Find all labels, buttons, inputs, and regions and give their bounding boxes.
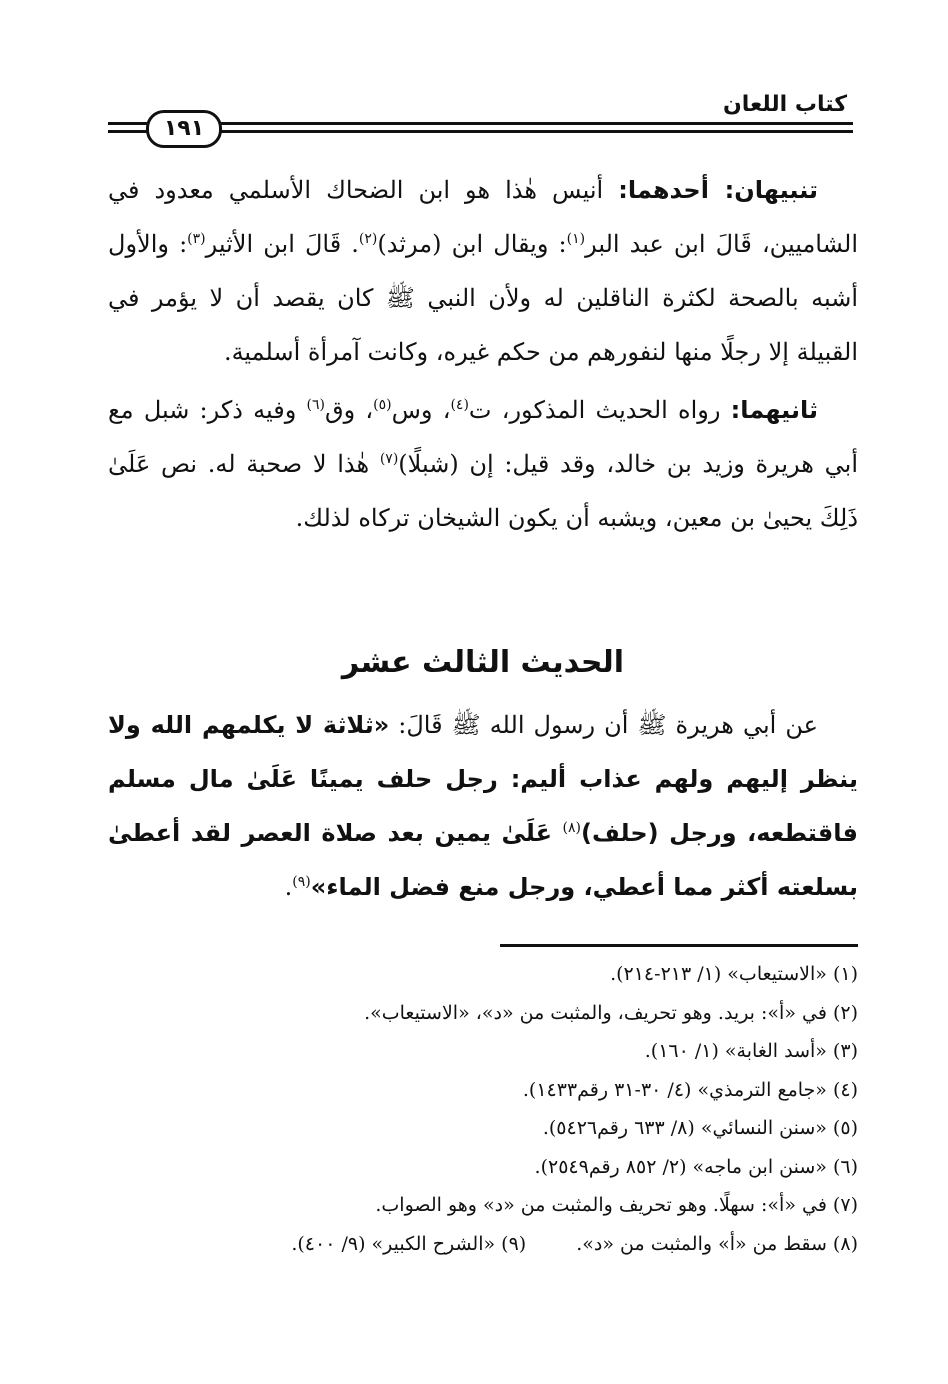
- paragraph-lead: ثانيهما:: [730, 396, 818, 424]
- footnote-marker: (٢): [358, 231, 378, 247]
- paragraph-body: [108, 176, 858, 366]
- running-title: كتاب اللعان: [722, 92, 847, 117]
- section-heading: الحديث الثالث عشر: [341, 645, 625, 680]
- footnote-marker: (١): [566, 231, 586, 247]
- footnote-row-combined: [108, 1225, 858, 1264]
- text-segment: .: [284, 873, 293, 901]
- text-segment: : والأول أشبه بالصحة لكثرة الناقلين له ولأن النبي ﷺ كان يقصد أن لا يؤمر في القبيلة إلا رجلًا منها لنفورهم من حكم غيره، وكانت آمرأة أسلمية.: [108, 230, 858, 366]
- header-rule-left-bottom: [108, 130, 148, 133]
- hadith-text: [108, 698, 858, 914]
- text-segment: : ويقال ابن (مرثد): [377, 230, 567, 258]
- footnote-marker: (٣): [187, 231, 206, 247]
- footnote: (٩) «الشرح الكبير» (٩/ ٤٠٠).: [291, 1232, 527, 1255]
- footnote: (٥) «سنن النسائي» (٨/ ٦٣٣ رقم٥٤٢٦).: [542, 1117, 858, 1139]
- hadith-intro: عن أبي هريرة ﷺ أن رسول الله ﷺ قَالَ:: [389, 711, 818, 739]
- footnote-marker: (٦): [306, 397, 325, 413]
- header-rule-left-top: [108, 122, 148, 125]
- page-header: [108, 88, 853, 158]
- footnote: (٢) في «أ»: بريد. وهو تحريف، والمثبت من «د»، «الاستيعاب».: [364, 1001, 858, 1024]
- footnote-marker: (٥): [373, 397, 392, 413]
- footnote-separator: [500, 944, 858, 947]
- footnote: (٣) «أسد الغابة» (١/ ١٦٠).: [644, 1040, 858, 1062]
- footnote: (٦) «سنن ابن ماجه» (٢/ ٨٥٢ رقم٢٥٤٩).: [534, 1155, 858, 1178]
- footnote-list: [108, 955, 858, 1263]
- text-segment: وفيه ذكر: شبل مع أبي هريرة وزيد بن خالد، وقد قيل: إن (شبلًا): [108, 396, 858, 478]
- footnote-marker: (٩): [292, 874, 311, 890]
- text-segment: «ثلاثة لا يكلمهم الله ولا ينظر إليهم ولهم عذاب أليم: رجل حلف يمينًا عَلَىٰ مال مسلم فاقتطعه، ورجل (حلف): [108, 711, 858, 847]
- paragraph-lead: تنبيهان: أحدهما:: [618, 176, 819, 204]
- footnote: (٤) «جامع الترمذي» (٤/ ٣٠-٣١ رقم١٤٣٣).: [522, 1078, 858, 1101]
- footnote-marker: (٨): [562, 820, 581, 836]
- footnote: (٧) في «أ»: سهلًا. وهو تحريف والمثبت من «د» وهو الصواب.: [375, 1194, 858, 1216]
- page-number: ١٩١: [146, 110, 222, 148]
- main-text: [108, 163, 858, 545]
- footnote-marker: (٧): [379, 451, 399, 467]
- text-segment: عَلَىٰ يمين بعد صلاة العصر لقد أعطىٰ بسلعته أكثر مما أعطي، ورجل منع فضل الماء»: [108, 819, 858, 901]
- header-rule-top: [218, 122, 853, 125]
- hadith-quote: [108, 711, 858, 901]
- text-segment: ، وس: [391, 396, 451, 424]
- header-rule-bottom: [218, 130, 853, 133]
- paragraph-second-note: [108, 383, 858, 545]
- footnote-marker: (٤): [450, 397, 469, 413]
- text-segment: أنيس هٰذا هو ابن الضحاك الأسلمي معدود في الشاميين، قَالَ ابن عبد البر: [108, 176, 858, 258]
- text-segment: رواه الحديث المذكور، ت: [468, 396, 731, 424]
- footnote: (٨) سقط من «أ» والمثبت من «د».: [576, 1232, 858, 1255]
- paragraph-first-note: [108, 163, 858, 379]
- text-segment: . قَالَ ابن الأثير: [205, 230, 359, 258]
- footnote: (١) «الاستيعاب» (١/ ٢١٣-٢١٤).: [610, 963, 858, 985]
- text-segment: هٰذا لا صحبة له. نص عَلَىٰ ذَلِكَ يحيىٰ بن معين، ويشبه أن يكون الشيخان تركاه لذلك.: [108, 450, 858, 532]
- text-segment: ، وق: [325, 396, 374, 424]
